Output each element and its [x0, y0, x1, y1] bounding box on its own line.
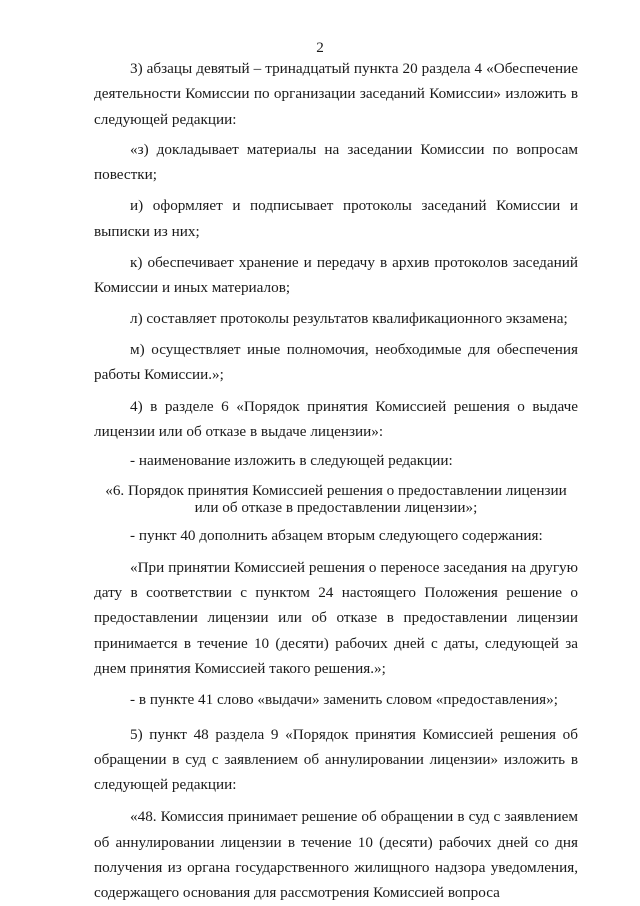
section-heading-line-1: «6. Порядок принятия Комиссией решения о предоставлении лицензии [105, 482, 567, 500]
section-heading [94, 482, 578, 516]
paragraph-amend-point-48: 5) пункт 48 раздела 9 «Порядок принятия Комиссией решения об обращении в суд с заявлением об аннулировании лицензии» изложить в следующей редакции: [94, 725, 578, 794]
paragraph-item-l: л) составляет протоколы результатов квалификационного экзамена; [130, 309, 568, 327]
paragraph-point-40-text: «При принятии Комиссией решения о переносе заседания на другую дату в соответствии с пунктом 24 настоящего Положения решение о предоставлении лицензии или об отказе в предоставлении лицензии принимается в течение 10 (десяти) рабочих дней с даты, следующей за днем принятия Комиссией такого решения.»; [94, 558, 578, 677]
paragraph-item-k: к) обеспечивает хранение и передачу в архив протоколов заседаний Комиссии и иных материалов; [94, 254, 578, 297]
paragraph-point-40: - пункт 40 дополнить абзацем вторым следующего содержания: [130, 527, 543, 545]
paragraph-amend-section-4: 3) абзацы девятый – тринадцатый пункта 20 раздела 4 «Обеспечение деятельности Комиссии по организации заседаний Комиссии» изложить в следующей редакции: [94, 60, 578, 128]
paragraph-item-m: м) осуществляет иные полномочия, необходимые для обеспечения работы Комиссии.»; [94, 340, 578, 384]
document-body [94, 56, 578, 906]
paragraph-point-41: - в пункте 41 слово «выдачи» заменить словом «предоставления»; [130, 691, 558, 709]
paragraph-amend-section-6: 4) в разделе 6 «Порядок принятия Комиссией решения о выдаче лицензии или об отказе в выдаче лицензии»: [94, 397, 578, 440]
paragraph-name-change: - наименование изложить в следующей редакции: [130, 452, 453, 470]
paragraph-item-z: «з) докладывает материалы на заседании Комиссии по вопросам повестки; [94, 140, 578, 184]
page-number: 2 [316, 39, 324, 56]
paragraph-point-48-text: «48. Комиссия принимает решение об обращении в суд с заявлением об аннулировании лицензии в течение 10 (десяти) рабочих дней со дня получения из органа государственного жилищного надзора уведомления, содержащего основания для рассмотрения Комиссией вопроса [94, 808, 578, 902]
paragraph-item-i: и) оформляет и подписывает протоколы заседаний Комиссии и выписки из них; [94, 197, 578, 240]
section-heading-line-2: или об отказе в предоставлении лицензии»; [194, 499, 478, 517]
